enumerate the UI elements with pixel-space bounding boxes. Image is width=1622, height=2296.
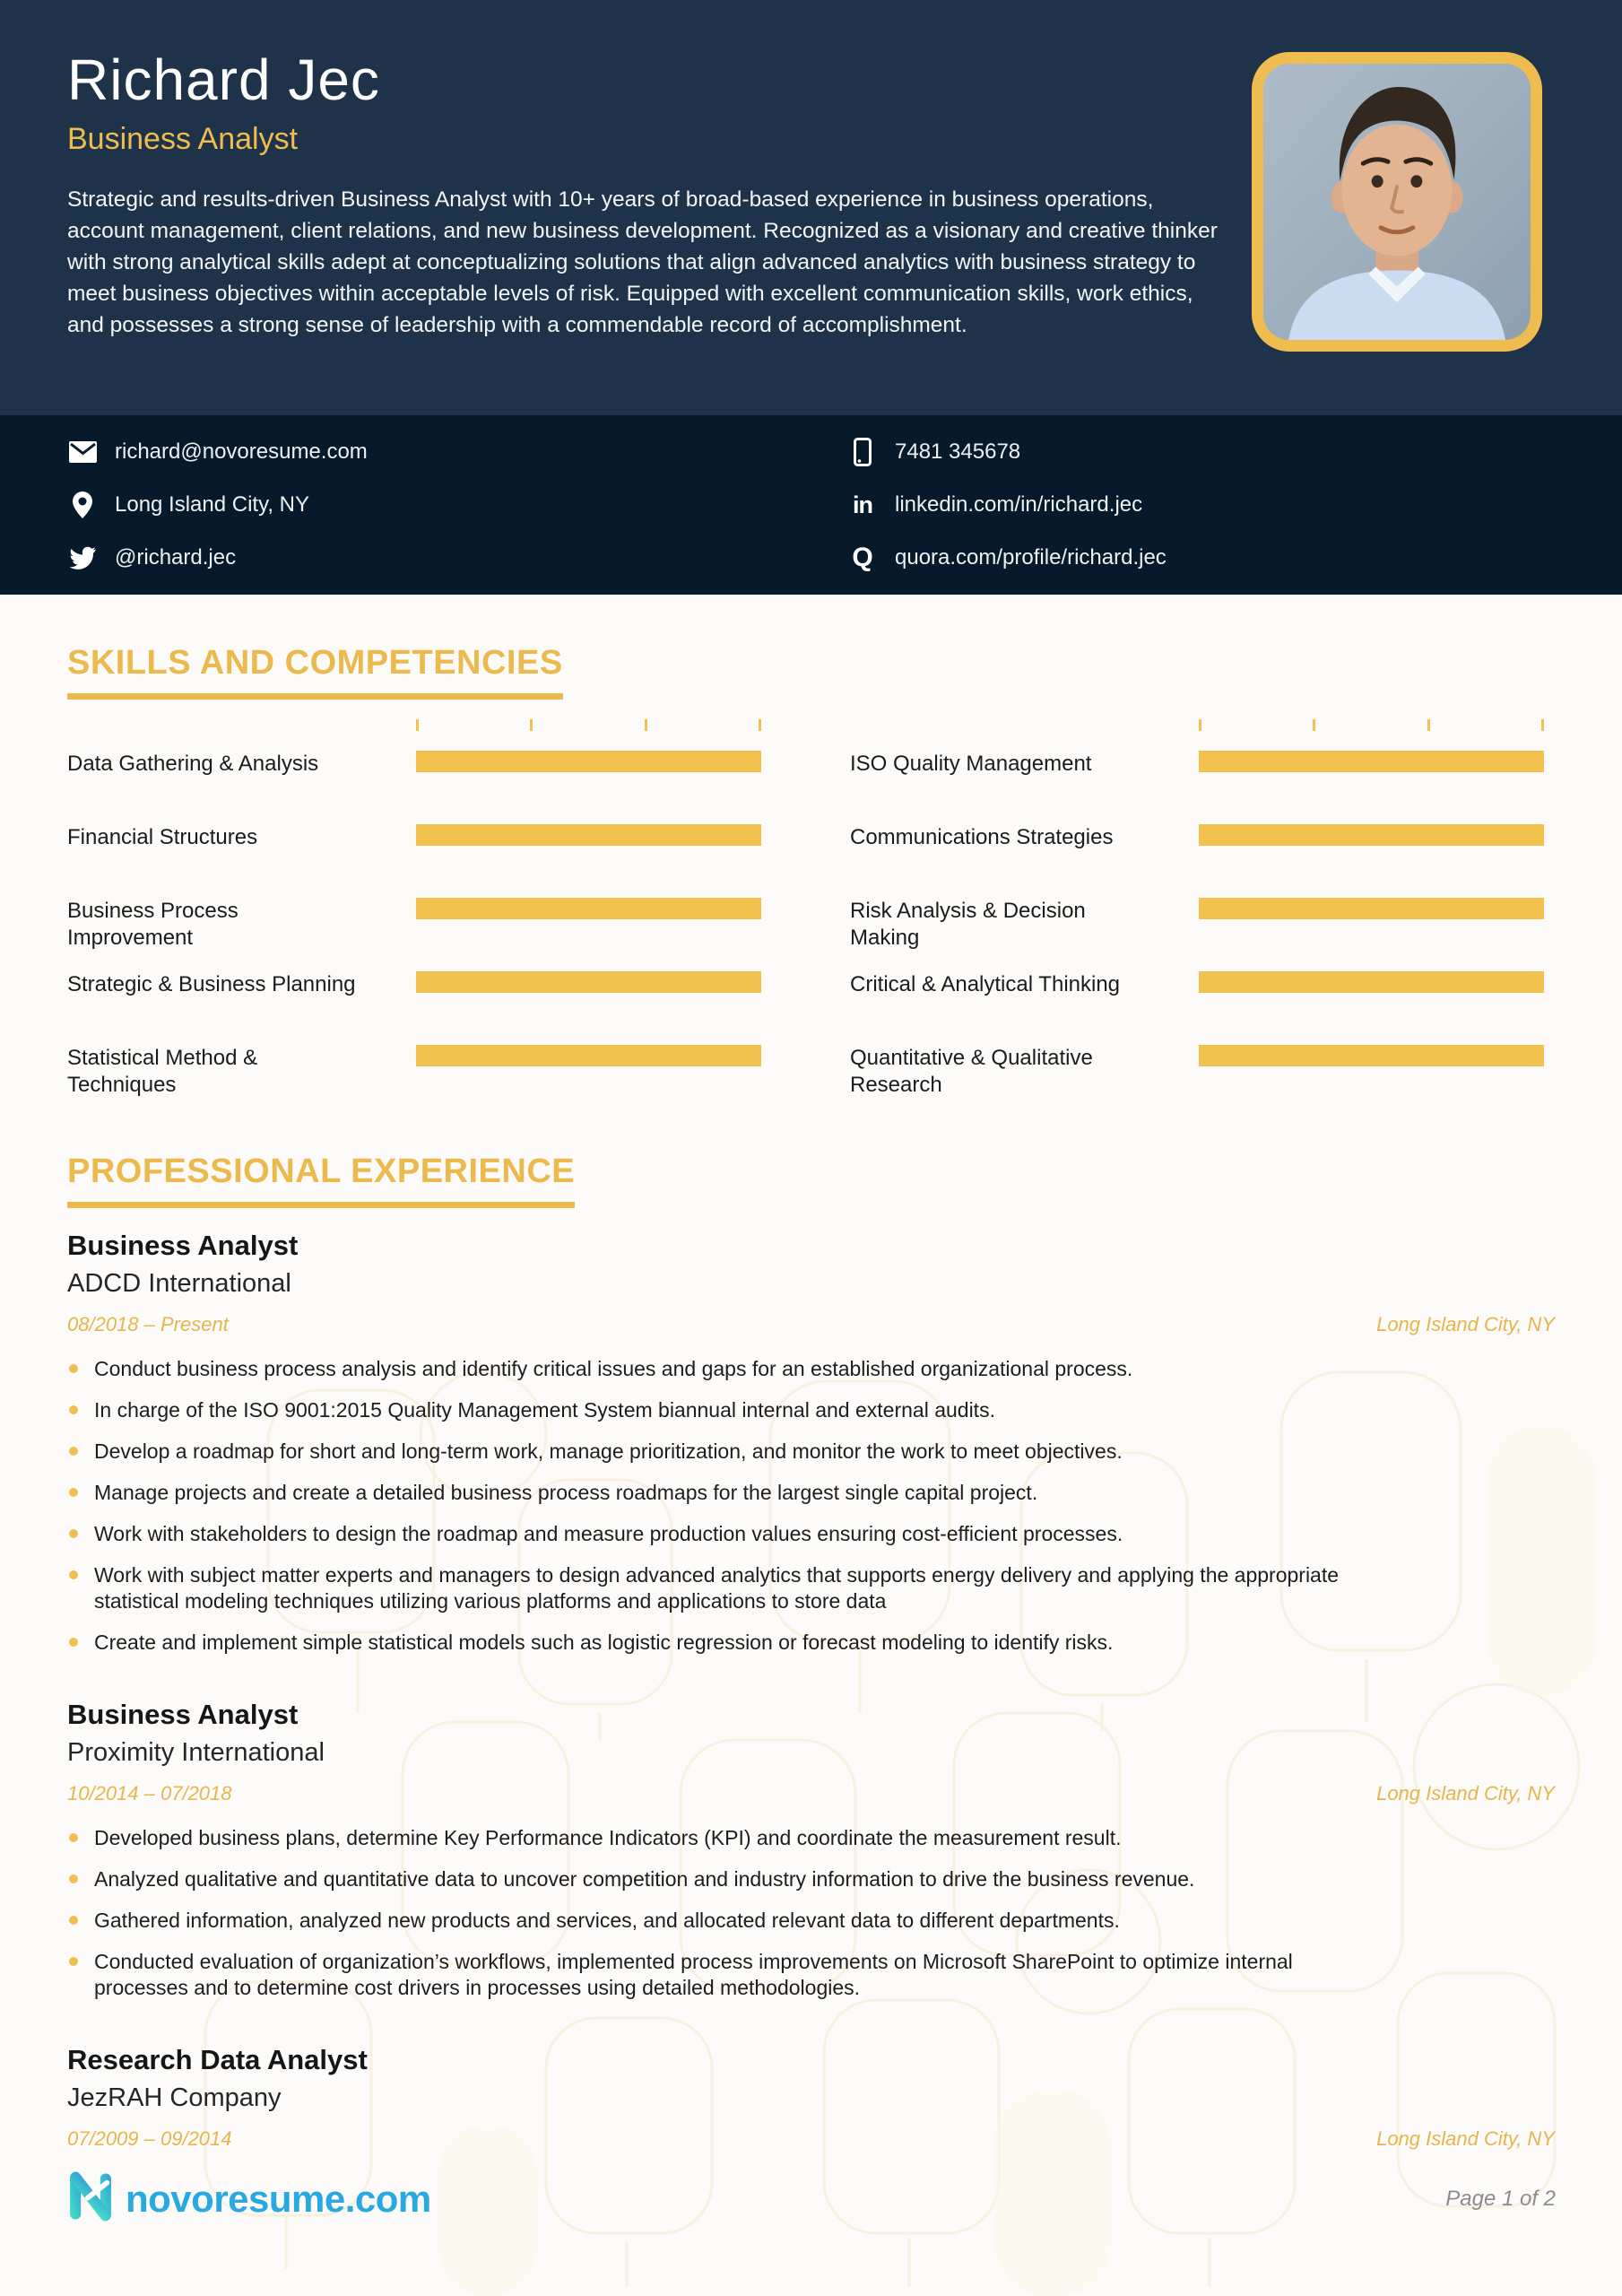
bullet-dot-icon — [69, 1638, 78, 1647]
bullet-dot-icon — [69, 1447, 78, 1456]
footer — [67, 2171, 1556, 2226]
contact-column-left — [67, 415, 847, 595]
skill-bar-track — [416, 751, 761, 772]
job-dates: 07/2009 – 09/2014 — [67, 2127, 232, 2150]
job-location: Long Island City, NY — [1376, 1313, 1555, 1335]
skills-column-left — [67, 719, 761, 1118]
bullet-dot-icon — [69, 1529, 78, 1538]
contact-location — [67, 490, 847, 520]
skill-row — [850, 971, 1544, 1045]
bullet-item — [67, 1630, 1555, 1656]
scale-tick-icon — [530, 719, 533, 731]
experience-entry — [67, 2044, 1555, 2151]
scale-tick-icon — [759, 719, 761, 731]
skills-column-right — [850, 719, 1544, 1118]
bullet-item — [67, 1825, 1555, 1851]
skill-row — [850, 751, 1544, 824]
ticks-spacer — [67, 719, 416, 731]
job-meta-row — [67, 1782, 1555, 1805]
bullet-item — [67, 1480, 1555, 1506]
skill-scale-ticks — [416, 719, 761, 731]
bullet-dot-icon — [69, 1916, 78, 1925]
skill-row — [67, 898, 761, 971]
bullet-item — [67, 1439, 1555, 1465]
skill-label: Quantitative & Qualitative Research — [850, 1046, 1093, 1097]
skill-label: ISO Quality Management — [850, 752, 1092, 776]
contact-twitter-value: @richard.jec — [115, 545, 237, 570]
scale-tick-icon — [1199, 719, 1201, 731]
bullet-item — [67, 1866, 1555, 1892]
bullet-text: Developed business plans, determine Key Performance Indicators (KPI) and coordinate the measurement result. — [94, 1826, 1122, 1849]
bullet-text: Work with subject matter experts and managers to design advanced analytics that supports energy delivery and applying the appropriate statistical modeling techniques utilizing various platforms and applications to store data — [94, 1563, 1340, 1613]
bullet-dot-icon — [69, 1570, 78, 1579]
job-location: Long Island City, NY — [1376, 2127, 1555, 2150]
job-company: ADCD International — [67, 1269, 291, 1298]
skill-label: Business Process Improvement — [67, 899, 239, 950]
skill-bar-fill — [416, 751, 761, 772]
skill-label: Financial Structures — [67, 825, 258, 849]
bullet-text: Gathered information, analyzed new products and services, and allocated relevant data to different departments. — [94, 1909, 1120, 1932]
skill-bar-track — [416, 1045, 761, 1066]
bullet-text: Manage projects and create a detailed business process roadmaps for the largest single capital project. — [94, 1481, 1038, 1504]
main-content — [0, 595, 1622, 2151]
bullet-dot-icon — [69, 1364, 78, 1373]
header — [0, 0, 1622, 415]
novoresume-logo[interactable] — [67, 2171, 431, 2226]
skill-row — [850, 898, 1544, 971]
mobile-phone-icon — [847, 437, 878, 467]
skill-bar-fill — [416, 898, 761, 919]
skill-bar-track — [1199, 1045, 1544, 1066]
job-company: Proximity International — [67, 1738, 325, 1767]
scale-tick-icon — [645, 719, 647, 731]
skills-section-heading: SKILLS AND COMPETENCIES — [67, 644, 563, 700]
page-number: Page 1 of 2 — [1445, 2186, 1556, 2211]
job-bullets — [67, 1825, 1555, 2001]
quora-icon: Q — [852, 543, 873, 572]
novoresume-wordmark: novoresume.com — [126, 2177, 431, 2220]
scale-tick-icon — [1541, 719, 1544, 731]
job-bullets — [67, 1356, 1555, 1656]
job-meta-row — [67, 1313, 1555, 1336]
novoresume-n-icon — [67, 2171, 114, 2226]
twitter-bird-icon — [67, 543, 98, 573]
bullet-text: Analyzed qualitative and quantitative data to uncover competition and industry information to drive the business revenue. — [94, 1867, 1195, 1891]
skill-row — [850, 1045, 1544, 1118]
skill-label: Statistical Method & Techniques — [67, 1046, 258, 1097]
bullet-text: Conduct business process analysis and identify critical issues and gaps for an established organizational process. — [94, 1357, 1133, 1380]
contact-bar — [0, 415, 1622, 595]
bullet-item — [67, 1356, 1555, 1382]
map-pin-icon — [67, 490, 98, 520]
linkedin-icon: in — [853, 491, 872, 518]
skill-row — [67, 824, 761, 898]
scale-tick-icon — [1313, 719, 1315, 731]
bullet-dot-icon — [69, 1874, 78, 1883]
ticks-spacer — [850, 719, 1199, 731]
job-title: Business Analyst — [67, 1230, 299, 1261]
contact-linkedin[interactable] — [847, 490, 1555, 520]
skill-scale-ticks-row — [67, 719, 761, 731]
skill-bar-track — [1199, 898, 1544, 919]
contact-quora[interactable] — [847, 543, 1555, 573]
candidate-name: Richard Jec — [67, 48, 380, 112]
skill-label: Communications Strategies — [850, 825, 1114, 849]
bullet-dot-icon — [69, 1488, 78, 1497]
skill-bar-fill — [416, 824, 761, 846]
skill-row — [67, 751, 761, 824]
contact-column-right — [847, 415, 1555, 595]
job-location: Long Island City, NY — [1376, 1782, 1555, 1805]
job-dates: 10/2014 – 07/2018 — [67, 1782, 232, 1805]
skill-bar-track — [1199, 824, 1544, 846]
job-company: JezRAH Company — [67, 2083, 282, 2112]
contact-location-value: Long Island City, NY — [115, 492, 309, 517]
bullet-dot-icon — [69, 1833, 78, 1842]
skill-scale-ticks — [1199, 719, 1544, 731]
profile-photo — [1252, 52, 1542, 352]
skill-row — [67, 971, 761, 1045]
skill-bar-fill — [1199, 1045, 1544, 1066]
experience-list — [67, 1230, 1555, 2151]
skill-row — [67, 1045, 761, 1118]
skills-grid — [67, 719, 1555, 1118]
bullet-text: Develop a roadmap for short and long-term work, manage prioritization, and monitor the work to meet objectives. — [94, 1439, 1123, 1463]
skill-label: Strategic & Business Planning — [67, 972, 356, 996]
experience-section-heading: PROFESSIONAL EXPERIENCE — [67, 1152, 575, 1208]
skill-bar-fill — [1199, 751, 1544, 772]
bullet-item — [67, 1908, 1555, 1934]
bullet-item — [67, 1397, 1555, 1423]
portrait-illustration — [1263, 64, 1531, 340]
skill-bar-fill — [1199, 898, 1544, 919]
experience-entry — [67, 1699, 1555, 2001]
skill-label: Critical & Analytical Thinking — [850, 972, 1121, 996]
skill-scale-ticks-row — [850, 719, 1544, 731]
candidate-title: Business Analyst — [67, 122, 299, 156]
contact-linkedin-value: linkedin.com/in/richard.jec — [895, 492, 1143, 517]
bullet-item — [67, 1521, 1555, 1547]
skill-row — [850, 824, 1544, 898]
bullet-dot-icon — [69, 1405, 78, 1414]
skill-bar-track — [416, 898, 761, 919]
profile-summary: Strategic and results-driven Business Analyst with 10+ years of broad-based experience in business operations, account management, client relations, and new business development. Recognized as a visionary and creative thinker with strong analytical skills adept at conceptualizing solutions that align advanced analytics with business strategy to meet business objectives within acceptable levels of risk. Equipped with excellent communication skills, work ethics, and possesses a strong sense of leadership with a commendable record of accomplishment. — [67, 187, 1218, 337]
skill-label: Risk Analysis & Decision Making — [850, 899, 1086, 950]
bullet-text: In charge of the ISO 9001:2015 Quality Management System biannual internal and external audits. — [94, 1398, 995, 1422]
skill-bar-track — [416, 971, 761, 993]
job-title: Business Analyst — [67, 1699, 299, 1730]
bullet-item — [67, 1562, 1555, 1614]
bullet-text: Create and implement simple statistical models such as logistic regression or forecast modeling to identify risks. — [94, 1631, 1114, 1654]
bullet-text: Conducted evaluation of organization’s workflows, implemented process improvements on Microsoft SharePoint to optimize internal processes and to determine cost drivers in processes using detailed methodologies. — [94, 1950, 1293, 1999]
bullet-item — [67, 1949, 1555, 2001]
skill-bar-fill — [416, 1045, 761, 1066]
envelope-icon — [67, 437, 98, 467]
scale-tick-icon — [416, 719, 419, 731]
bullet-dot-icon — [69, 1957, 78, 1966]
contact-phone-value: 7481 345678 — [895, 439, 1021, 464]
contact-email-value: richard@novoresume.com — [115, 439, 368, 464]
skill-bar-track — [1199, 971, 1544, 993]
skill-bar-fill — [416, 971, 761, 993]
skill-bar-track — [1199, 751, 1544, 772]
skill-bar-fill — [1199, 824, 1544, 846]
job-title: Research Data Analyst — [67, 2044, 368, 2075]
experience-entry — [67, 1230, 1555, 1656]
contact-email[interactable] — [67, 437, 847, 467]
bullet-text: Work with stakeholders to design the roadmap and measure production values ensuring cost-efficient processes. — [94, 1522, 1123, 1545]
job-meta-row — [67, 2127, 1555, 2151]
contact-phone[interactable] — [847, 437, 1555, 467]
skill-bar-fill — [1199, 971, 1544, 993]
job-dates: 08/2018 – Present — [67, 1313, 229, 1335]
skill-bar-track — [416, 824, 761, 846]
skill-label: Data Gathering & Analysis — [67, 752, 319, 776]
contact-quora-value: quora.com/profile/richard.jec — [895, 545, 1167, 570]
scale-tick-icon — [1427, 719, 1430, 731]
contact-twitter[interactable] — [67, 543, 847, 573]
